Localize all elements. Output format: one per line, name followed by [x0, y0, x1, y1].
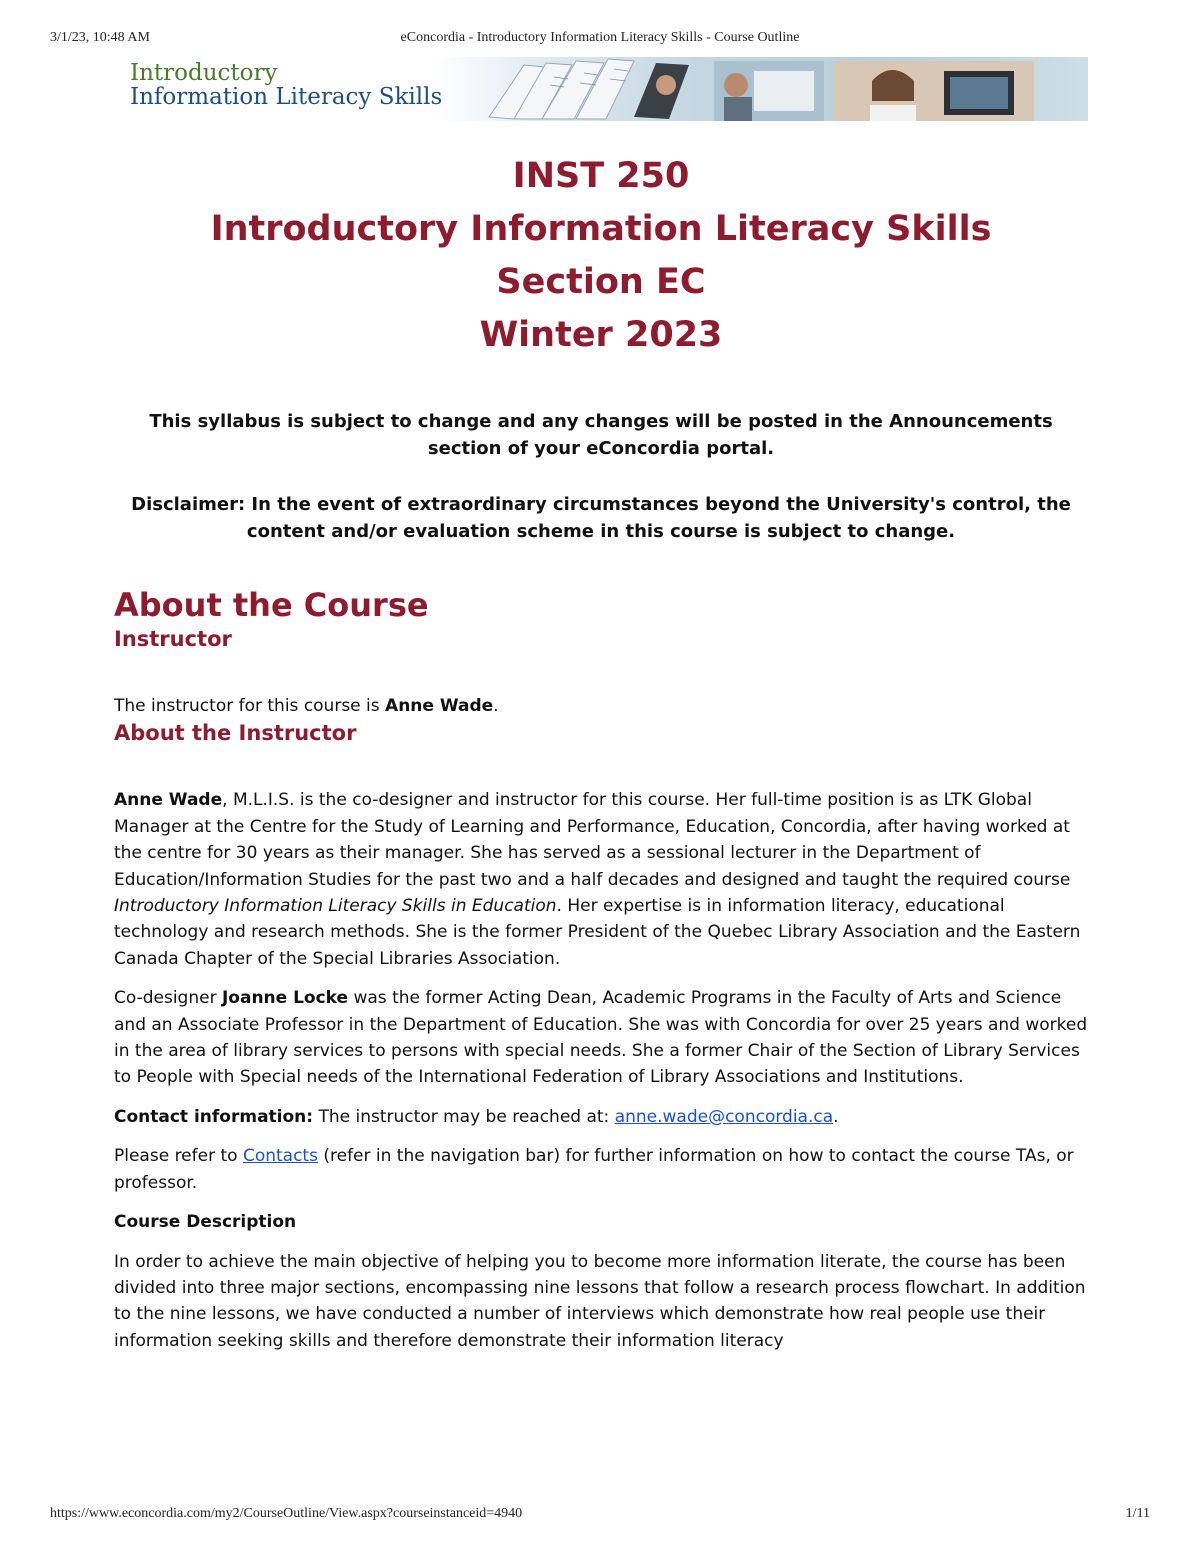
- print-doc-title: eConcordia - Introductory Information Literacy Skills - Course Outline: [400, 30, 800, 45]
- contact-text: The instructor may be reached at:: [313, 1106, 615, 1127]
- bio-instructor-name: Anne Wade: [114, 790, 223, 811]
- instructor-heading: Instructor: [114, 627, 232, 651]
- bio-text-2: . Her expertise is in information literacy, educational technology and research methods. She is the former President of the Quebec Library Association and the Eastern Canada Chapter of the Special Libraries Association.: [114, 896, 1081, 969]
- banner-paper-stack-image: [484, 57, 694, 121]
- codesigner-text-pre: Co-designer: [114, 988, 222, 1009]
- about-instructor-heading: About the Instructor: [114, 721, 357, 746]
- course-description-label: [114, 1209, 1088, 1235]
- contact-label: Contact information:: [114, 1106, 314, 1127]
- banner-line-1: Introductory: [130, 60, 278, 86]
- instructor-name: Anne Wade: [385, 696, 494, 716]
- course-description-paragraph: In order to achieve the main objective of helping you to become more information literate, the course has been divided into three major sections, encompassing nine lessons that follow a research process flowchart. In addition to the nine lessons, we have conducted a number of interviews which demonstrate how real people use their information seeking skills and therefore demonstrate their information literacy: [114, 1251, 1086, 1351]
- codesigner-name: Joanne Locke: [221, 988, 349, 1009]
- about-course-heading: About the Course: [114, 586, 429, 624]
- contact-end: .: [833, 1106, 839, 1127]
- print-date: 3/1/23, 10:48 AM: [50, 30, 150, 45]
- instructor-paragraph: [114, 693, 1088, 719]
- course-description-heading: Course Description: [114, 1212, 297, 1233]
- codesigner-bio-paragraph: [114, 985, 1088, 1091]
- course-title-block: [114, 150, 1088, 362]
- syllabus-notice: This syllabus is subject to change and any changes will be posted in the Announcements section of your eConcordia portal.: [149, 411, 1053, 459]
- codesigner-text-post: was the former Acting Dean, Academic Programs in the Faculty of Arts and Science and an Associate Professor in the Department of Education. She was with Concordia for over 25 years and worked in the area of library services to persons with special needs. She a former Chair of the Section of Library Services to People with Special needs of the International Federation of Library Associations and Institutions.: [114, 988, 1088, 1088]
- bio-course-title: Introductory Information Literacy Skills in Education: [114, 896, 557, 917]
- print-page-number: 1/11: [1125, 1506, 1150, 1521]
- banner-line-2: Information Literacy Skills: [130, 84, 443, 111]
- course-name: Introductory Information Literacy Skills: [210, 209, 992, 249]
- refer-text-post: (refer in the navigation bar) for further information on how to contact the course TAs, or professor.: [114, 1146, 1074, 1193]
- disclaimer-notice: Disclaimer: In the event of extraordinary circumstances beyond the University's control, the content and/or evaluation scheme in this course is subject to change.: [131, 494, 1071, 542]
- refer-text-pre: Please refer to: [114, 1146, 243, 1167]
- instructor-bio-paragraph: [114, 787, 1088, 972]
- banner-photo-student: [834, 61, 1034, 121]
- instructor-email-link[interactable]: anne.wade@concordia.ca: [614, 1106, 834, 1127]
- course-outline-content: [114, 150, 1088, 1354]
- print-url: https://www.econcordia.com/my2/CourseOutline/View.aspx?courseinstanceid=4940: [50, 1506, 523, 1521]
- instructor-text-post: .: [493, 696, 499, 716]
- contacts-refer-paragraph: [114, 1143, 1088, 1196]
- contacts-link[interactable]: Contacts: [242, 1146, 318, 1167]
- course-term: Winter 2023: [479, 315, 723, 355]
- print-header: [50, 30, 1150, 50]
- course-section: Section EC: [496, 262, 706, 302]
- bio-text-1: , M.L.I.S. is the co-designer and instructor for this course. Her full-time position is as LTK Global Manager at the Centre for the Study of Learning and Performance, Education, Concordia, after having worked at the centre for 30 years as their manager. She has served as a sessional lecturer in the Department of Education/Information Studies for the past two and a half decades and designed and taught the required course: [114, 790, 1071, 890]
- banner-logo-text: [130, 61, 442, 109]
- banner-photo-reader: [714, 61, 824, 121]
- contact-paragraph: [114, 1104, 1088, 1130]
- instructor-text-pre: The instructor for this course is: [114, 696, 386, 716]
- course-banner: [114, 57, 1088, 121]
- course-code: INST 250: [512, 156, 690, 196]
- print-footer: [50, 1506, 1150, 1526]
